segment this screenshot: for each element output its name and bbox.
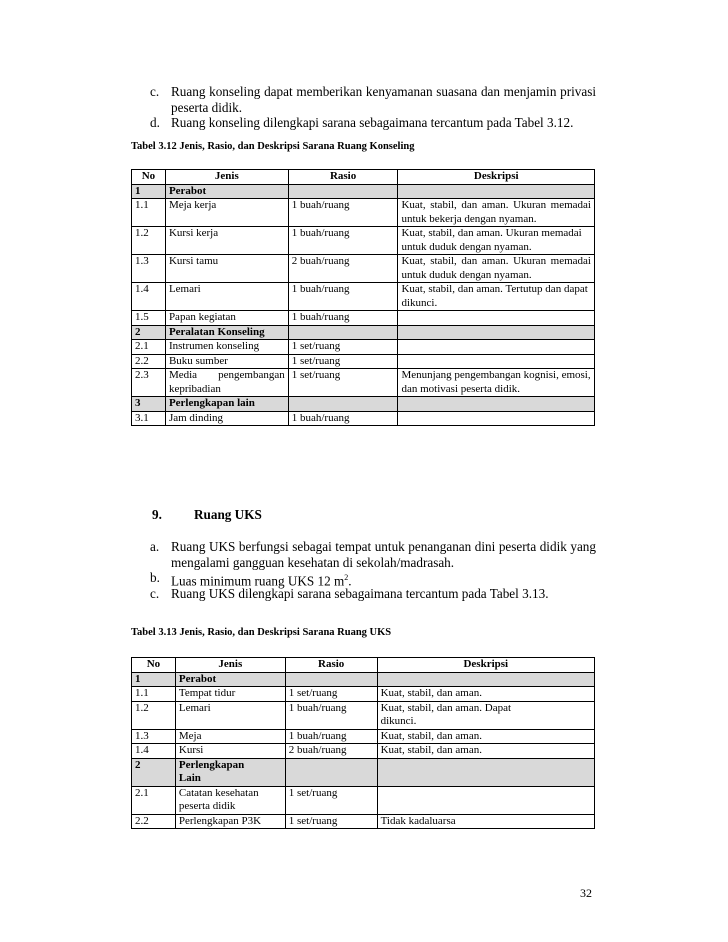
table-cell-desc: Tidak kadaluarsa: [377, 814, 594, 829]
table-cell-desc: [398, 184, 595, 199]
table-cell-no: 2: [132, 758, 176, 786]
table-row: [132, 729, 595, 744]
table-cell-rasio: 1 set/ruang: [285, 786, 377, 814]
section9-heading: [152, 507, 262, 523]
table-cell-desc: Kuat, stabil, dan aman.: [377, 729, 594, 744]
table-cell-rasio: [288, 397, 398, 412]
section9-item-c-label: c.: [150, 586, 160, 601]
intro-item-d-label: d.: [150, 115, 160, 130]
section9-item-a-text: Ruang UKS berfungsi sebagai tempat untuk penanganan dini peserta didik yang mengalami gangguan kesehatan di sekolah/madrasah.: [171, 539, 596, 570]
table-cell-rasio: 1 set/ruang: [288, 369, 398, 397]
table-cell-desc: [398, 311, 595, 326]
table2: [131, 657, 595, 829]
table2-section-row: [132, 758, 595, 786]
intro-item-c: [150, 84, 596, 118]
table-cell-desc: Menunjang pengembangan kognisi, emosi, dan motivasi peserta didik.: [398, 369, 595, 397]
table-cell-rasio: 2 buah/ruang: [285, 744, 377, 759]
table-cell-jenis: Perabot: [175, 672, 285, 687]
table-row: [132, 199, 595, 227]
table-cell-rasio: 1 set/ruang: [285, 814, 377, 829]
table-row: [132, 814, 595, 829]
table-cell-no: 2.2: [132, 354, 166, 369]
table-cell-rasio: 1 buah/ruang: [288, 283, 398, 311]
table-cell-no: 1.3: [132, 729, 176, 744]
table2-header-rasio: Rasio: [285, 658, 377, 673]
table2-header-no: No: [132, 658, 176, 673]
table-cell-no: 1.1: [132, 687, 176, 702]
table-cell-desc: Kuat, stabil, dan aman.: [377, 687, 594, 702]
table-row: [132, 255, 595, 283]
section9-item-b-label: b.: [150, 570, 160, 585]
table-cell-rasio: 1 buah/ruang: [288, 199, 398, 227]
table-row: [132, 283, 595, 311]
table-cell-desc: Kuat, stabil, dan aman. Ukuran memadai untuk duduk dengan nyaman.: [398, 227, 595, 255]
table-row: [132, 369, 595, 397]
table-cell-desc: Kuat, stabil, dan aman. Dapat dikunci.: [377, 701, 594, 729]
section9-number: 9.: [152, 507, 162, 522]
section9-item-b-text: Luas minimum ruang UKS 12 m: [171, 573, 345, 589]
table-cell-no: 2: [132, 325, 166, 340]
table-cell-jenis: Jam dinding: [165, 411, 288, 426]
table-cell-jenis: Kursi tamu: [165, 255, 288, 283]
table-cell-desc: Kuat, stabil, dan aman. Tertutup dan dapat dikunci.: [398, 283, 595, 311]
table-cell-no: 1: [132, 184, 166, 199]
intro-item-c-text: Ruang konseling dapat memberikan kenyamanan suasana dan menjamin privasi peserta didik.: [171, 84, 596, 115]
table-cell-desc: [398, 340, 595, 355]
table2-header-jenis: Jenis: [175, 658, 285, 673]
table-cell-no: 1.2: [132, 701, 176, 729]
table-row: [132, 354, 595, 369]
table-cell-no: 2.1: [132, 340, 166, 355]
table-cell-rasio: 1 set/ruang: [285, 687, 377, 702]
section9-item-a: [150, 539, 596, 573]
table-cell-no: 1.1: [132, 199, 166, 227]
table-cell-rasio: 2 buah/ruang: [288, 255, 398, 283]
table-cell-jenis: Kursi kerja: [165, 227, 288, 255]
table1-section-row: [132, 397, 595, 412]
table-cell-no: 3: [132, 397, 166, 412]
table-cell-no: 1.3: [132, 255, 166, 283]
table1-section-row: [132, 325, 595, 340]
table1-caption: Tabel 3.12 Jenis, Rasio, dan Deskripsi Sarana Ruang Konseling: [131, 141, 415, 152]
table-row: [132, 411, 595, 426]
section9-item-a-label: a.: [150, 539, 160, 554]
table-cell-desc: [398, 354, 595, 369]
table-cell-rasio: 1 buah/ruang: [285, 701, 377, 729]
table2-section-row: [132, 672, 595, 687]
table-cell-rasio: [285, 758, 377, 786]
table-cell-desc: [398, 397, 595, 412]
table-cell-jenis: Meja kerja: [165, 199, 288, 227]
table1-header-row: [132, 170, 595, 185]
table-cell-no: 2.3: [132, 369, 166, 397]
intro-item-c-label: c.: [150, 84, 160, 99]
table-cell-desc: [398, 411, 595, 426]
table-cell-rasio: 1 buah/ruang: [288, 411, 398, 426]
table-cell-jenis: Perlengkapan lain: [165, 397, 288, 412]
table-cell-desc: Kuat, stabil, dan aman.: [377, 744, 594, 759]
table-row: [132, 340, 595, 355]
table-row: [132, 701, 595, 729]
section9-item-c-text: Ruang UKS dilengkapi sarana sebagaimana tercantum pada Tabel 3.13.: [171, 586, 549, 601]
table1-header-no: No: [132, 170, 166, 185]
table-cell-rasio: 1 buah/ruang: [285, 729, 377, 744]
table-cell-jenis: Perabot: [165, 184, 288, 199]
table-cell-rasio: [288, 325, 398, 340]
table-cell-jenis: Catatan kesehatan peserta didik: [175, 786, 285, 814]
table-cell-rasio: 1 buah/ruang: [288, 227, 398, 255]
table-cell-desc: Kuat, stabil, dan aman. Ukuran memadai untuk bekerja dengan nyaman.: [398, 199, 595, 227]
section9-item-b-sup: 2: [344, 573, 349, 582]
table-cell-no: 1.4: [132, 283, 166, 311]
table-cell-jenis: Instrumen konseling: [165, 340, 288, 355]
table-cell-rasio: 1 set/ruang: [288, 340, 398, 355]
table-cell-rasio: 1 set/ruang: [288, 354, 398, 369]
table1-header-deskripsi: Deskripsi: [398, 170, 595, 185]
intro-item-d-text: Ruang konseling dilengkapi sarana sebagaimana tercantum pada Tabel 3.12.: [171, 115, 574, 130]
table-cell-rasio: 1 buah/ruang: [288, 311, 398, 326]
table-cell-desc: Kuat, stabil, dan aman. Ukuran memadai untuk duduk dengan nyaman.: [398, 255, 595, 283]
table-cell-rasio: [288, 184, 398, 199]
table-cell-desc: [398, 325, 595, 340]
table-cell-jenis: Papan kegiatan: [165, 311, 288, 326]
table1: [131, 169, 595, 426]
table-cell-jenis: Perlengkapan Lain: [175, 758, 285, 786]
table-cell-no: 1.2: [132, 227, 166, 255]
table-row: [132, 786, 595, 814]
table-row: [132, 687, 595, 702]
section9-item-b-after: .: [348, 573, 352, 589]
table-cell-no: 2.1: [132, 786, 176, 814]
table-row: [132, 311, 595, 326]
table-row: [132, 227, 595, 255]
table1-section-row: [132, 184, 595, 199]
table-cell-no: 1: [132, 672, 176, 687]
table-cell-rasio: [285, 672, 377, 687]
table-cell-jenis: Perlengkapan P3K: [175, 814, 285, 829]
table2-header-deskripsi: Deskripsi: [377, 658, 594, 673]
table-cell-no: 2.2: [132, 814, 176, 829]
table-cell-jenis: Peralatan Konseling: [165, 325, 288, 340]
table2-caption: Tabel 3.13 Jenis, Rasio, dan Deskripsi Sarana Ruang UKS: [131, 627, 392, 638]
table-cell-jenis: Lemari: [175, 701, 285, 729]
table2-header-row: [132, 658, 595, 673]
table-cell-desc: [377, 758, 594, 786]
section9-title: Ruang UKS: [194, 507, 262, 522]
table-cell-jenis: Lemari: [165, 283, 288, 311]
table-row: [132, 744, 595, 759]
table1-header-jenis: Jenis: [165, 170, 288, 185]
table-cell-jenis: Tempat tidur: [175, 687, 285, 702]
table-cell-no: 3.1: [132, 411, 166, 426]
table1-header-rasio: Rasio: [288, 170, 398, 185]
table-cell-jenis: Buku sumber: [165, 354, 288, 369]
table-cell-no: 1.5: [132, 311, 166, 326]
table-cell-desc: [377, 786, 594, 814]
table-cell-desc: [377, 672, 594, 687]
page-number: 32: [580, 886, 592, 900]
table-cell-jenis: Kursi: [175, 744, 285, 759]
table-cell-jenis: Meja: [175, 729, 285, 744]
table-cell-jenis: Media pengembangan kepribadian: [165, 369, 288, 397]
table-cell-no: 1.4: [132, 744, 176, 759]
